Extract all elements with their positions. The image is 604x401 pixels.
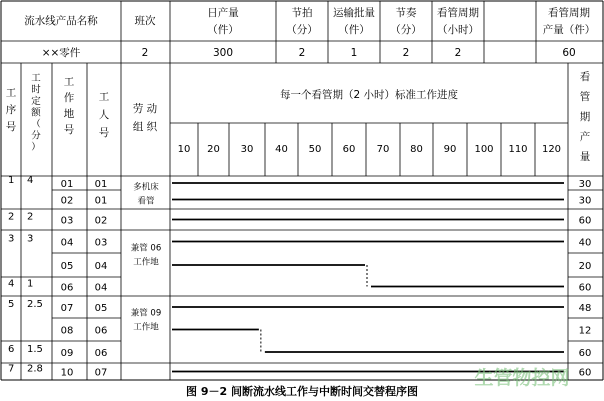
cell-std-time: 4	[27, 175, 34, 186]
cell-process: 2	[8, 211, 15, 223]
cell-std-time: 2.8	[27, 363, 43, 375]
cell-worker: 04	[94, 261, 108, 272]
cell-std-time: 2	[27, 211, 34, 223]
minute-tick-label: 100	[474, 144, 494, 155]
header-period-unit: （小时）	[437, 24, 479, 36]
header-product-name: 流水线产品名称	[24, 15, 98, 27]
col-std-time-label: 定	[31, 96, 41, 107]
header-daily_output-label: 日产量	[207, 7, 239, 19]
col-progress-title: 每一个看管期（2 小时）标准工作进度	[279, 89, 459, 101]
cell-workstation: 03	[60, 215, 74, 227]
col-process-label: 号	[5, 121, 17, 133]
col-output-label: 量	[579, 151, 591, 163]
cell-workstation: 01	[60, 179, 74, 190]
col-std-time-label: 工	[31, 73, 41, 84]
cell-workstation: 09	[60, 348, 74, 359]
col-std-time-label: （	[31, 119, 41, 130]
minute-tick-label: 40	[275, 144, 288, 155]
header-shift: 班次	[134, 15, 156, 27]
header-period_output-label: 看管周期	[548, 7, 590, 19]
cell-output: 48	[578, 303, 592, 314]
work-bars	[172, 183, 564, 372]
header-transport_batch-unit: （件）	[338, 24, 370, 36]
minute-tick-label: 10	[177, 144, 191, 155]
cell-output: 30	[578, 179, 592, 190]
minute-tick-label: 120	[541, 144, 562, 155]
labor-note: 工作地	[133, 322, 159, 333]
minute-tick-label: 30	[240, 144, 254, 155]
cell-worker: 07	[94, 367, 108, 379]
cell-worker: 05	[94, 303, 108, 314]
col-labor-org-label: 劳 动	[132, 103, 158, 115]
cell-process: 5	[8, 299, 15, 310]
cell-output: 20	[578, 261, 592, 272]
cell-process: 3	[8, 233, 15, 245]
cell-output: 60	[578, 282, 592, 294]
minute-tick-label: 20	[207, 144, 220, 155]
watermark: 生管物控网	[474, 367, 570, 389]
labor-note: 兼管 09	[130, 308, 162, 319]
col-worker-label: 工	[98, 91, 110, 103]
cell-process: 1	[8, 175, 15, 186]
minute-tick-label: 90	[443, 144, 457, 155]
cell-workstation: 05	[60, 261, 74, 272]
cell-process: 6	[8, 344, 15, 355]
header-takt-unit: （分）	[286, 24, 318, 36]
cell-output: 40	[578, 237, 592, 249]
labor-note: 看管	[137, 196, 155, 207]
cell-worker: 01	[94, 195, 108, 207]
cell-worker: 06	[94, 348, 108, 359]
figure-caption: 图 9－2 间断流水线工作与中断时间交替程序图	[186, 385, 418, 398]
cell-worker: 02	[94, 215, 108, 227]
cell-workstation: 04	[60, 237, 74, 249]
header-product-value: ××零件	[41, 47, 81, 59]
cell-workstation: 08	[60, 325, 74, 337]
header-rhythm-label: 节奏	[395, 7, 417, 19]
header-takt-label: 节拍	[291, 7, 313, 19]
col-process-label: 序	[5, 104, 17, 116]
cell-workstation: 10	[60, 367, 74, 379]
col-output-label: 管	[579, 91, 591, 103]
cell-worker: 06	[94, 325, 108, 337]
col-process-label: 工	[5, 87, 17, 99]
col-output-label: 看	[579, 71, 591, 83]
cell-std-time: 3	[27, 233, 34, 245]
cell-worker: 03	[94, 237, 108, 249]
col-labor-org-label: 组 织	[132, 121, 158, 133]
cell-workstation: 02	[60, 195, 74, 207]
col-worker-label: 人	[98, 109, 110, 121]
cell-workstation: 06	[60, 282, 74, 294]
header-rhythm-unit: （分）	[390, 24, 422, 36]
minute-tick-label: 70	[376, 144, 390, 155]
col-output-label: 产	[579, 131, 591, 143]
labor-note: 兼管 06	[130, 243, 162, 254]
minute-tick-label: 60	[342, 144, 356, 155]
cell-output: 60	[578, 348, 592, 359]
col-workstation-label: 工	[63, 76, 75, 88]
cell-std-time: 1.5	[27, 344, 43, 355]
col-std-time-label: 分	[31, 130, 41, 142]
minute-tick-label: 50	[308, 144, 322, 155]
cell-workstation: 07	[60, 303, 74, 314]
col-worker-label: 号	[98, 127, 110, 139]
cell-process: 7	[8, 363, 15, 375]
cell-worker: 04	[94, 282, 108, 294]
header-shift-value: 2	[141, 47, 149, 59]
header-rhythm-value: 2	[402, 47, 410, 59]
col-workstation-label: 号	[63, 124, 75, 136]
header-daily_output-unit: （件）	[207, 24, 239, 36]
table-cells	[6, 6, 596, 379]
cell-output: 60	[578, 367, 592, 379]
header-period_output-value: 60	[562, 47, 576, 59]
cell-process: 4	[8, 278, 15, 290]
col-workstation-label: 地	[63, 108, 75, 120]
header-transport_batch-value: 1	[350, 47, 358, 59]
cell-std-time: 1	[27, 278, 34, 290]
minute-tick-label: 80	[410, 144, 423, 155]
labor-note: 多机床	[133, 182, 159, 193]
header-period-label: 看管周期	[437, 7, 479, 19]
col-workstation-label: 作	[63, 92, 75, 104]
col-output-label: 期	[579, 111, 591, 123]
cell-std-time: 2.5	[27, 299, 43, 310]
col-std-time-label: 时	[31, 84, 41, 96]
cell-output: 60	[578, 215, 592, 227]
header-takt-value: 2	[298, 47, 306, 59]
labor-note: 工作地	[133, 257, 159, 268]
col-std-time-label: 额	[31, 107, 41, 119]
header-period-value: 2	[454, 47, 462, 59]
header-period_output-unit: 产量（件）	[542, 24, 596, 36]
header-daily_output-value: 300	[212, 47, 234, 59]
cell-worker: 01	[94, 179, 108, 190]
cell-output: 12	[578, 325, 592, 337]
col-std-time-label: ）	[31, 142, 41, 153]
minute-tick-label: 110	[508, 144, 528, 155]
header-transport_batch-label: 运输批量	[333, 7, 375, 19]
cell-output: 30	[578, 195, 592, 207]
